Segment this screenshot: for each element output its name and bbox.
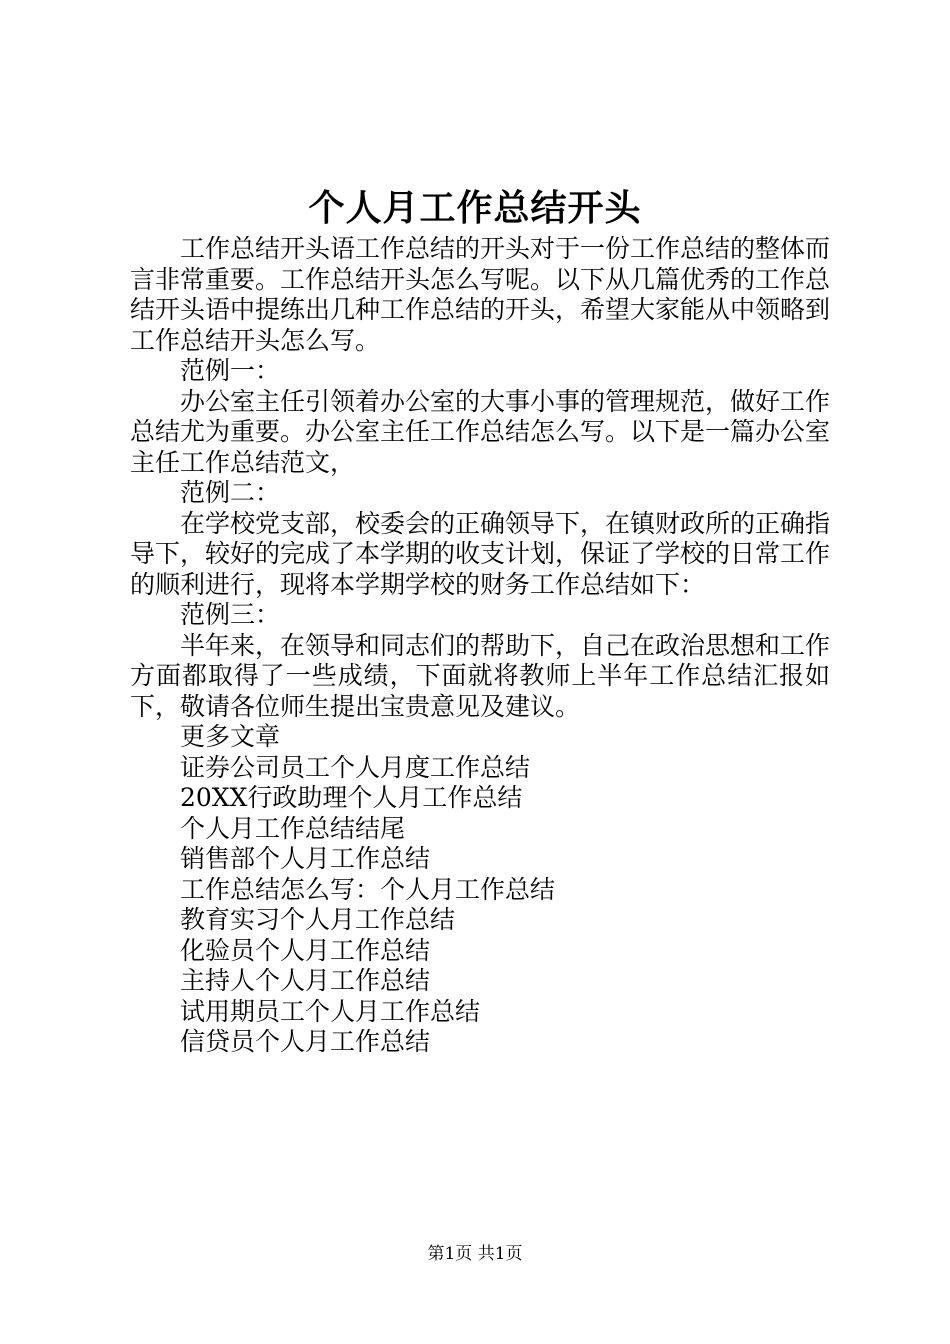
more-articles-list	[130, 753, 830, 1058]
more-article-link[interactable]: 主持人个人月工作总结	[180, 966, 431, 995]
more-article-link[interactable]: 教育实习个人月工作总结	[180, 905, 456, 934]
example-2-text: 在学校党支部，校委会的正确领导下，在镇财政所的正确指导下，较好的完成了本学期的收支计划，保证了学校的日常工作的顺利进行，现将本学期学校的财务工作总结如下：	[130, 508, 831, 599]
example-3-label: 范例三：	[180, 600, 281, 629]
more-articles-heading: 更多文章	[180, 722, 281, 751]
intro-paragraph: 工作总结开头语工作总结的开头对于一份工作总结的整体而言非常重要。工作总结开头怎么写呢。以下从几篇优秀的工作总结开头语中提练出几种工作总结的开头，希望大家能从中领略到工作总结开头怎么写。	[130, 234, 831, 355]
more-article-link[interactable]: 信贷员个人月工作总结	[180, 1027, 431, 1056]
example-1-text: 办公室主任引领着办公室的大事小事的管理规范，做好工作总结尤为重要。办公室主任工作总结怎么写。以下是一篇办公室主任工作总结范文，	[130, 386, 831, 477]
document-title: 个人月工作总结开头	[308, 187, 642, 229]
more-article-link[interactable]: 试用期员工个人月工作总结	[180, 996, 481, 1026]
document-body	[130, 234, 830, 1058]
example-2-label: 范例二：	[180, 478, 281, 507]
example-3-text: 半年来，在领导和同志们的帮助下，自己在政治思想和工作方面都取得了一些成绩，下面就将教师上半年工作总结汇报如下，敬请各位师生提出宝贵意见及建议。	[130, 630, 831, 721]
more-article-link[interactable]: 20XX行政助理个人月工作总结	[180, 783, 523, 812]
page-footer: 第1页 共1页	[427, 1244, 523, 1264]
more-article-link[interactable]: 个人月工作总结结尾	[180, 813, 406, 843]
more-article-link[interactable]: 销售部个人月工作总结	[180, 844, 431, 873]
more-article-link[interactable]: 工作总结怎么写：个人月工作总结	[180, 874, 556, 904]
more-article-link[interactable]: 证券公司员工个人月度工作总结	[180, 752, 531, 782]
more-article-link[interactable]: 化验员个人月工作总结	[180, 935, 431, 965]
example-1-label: 范例一：	[180, 356, 281, 385]
